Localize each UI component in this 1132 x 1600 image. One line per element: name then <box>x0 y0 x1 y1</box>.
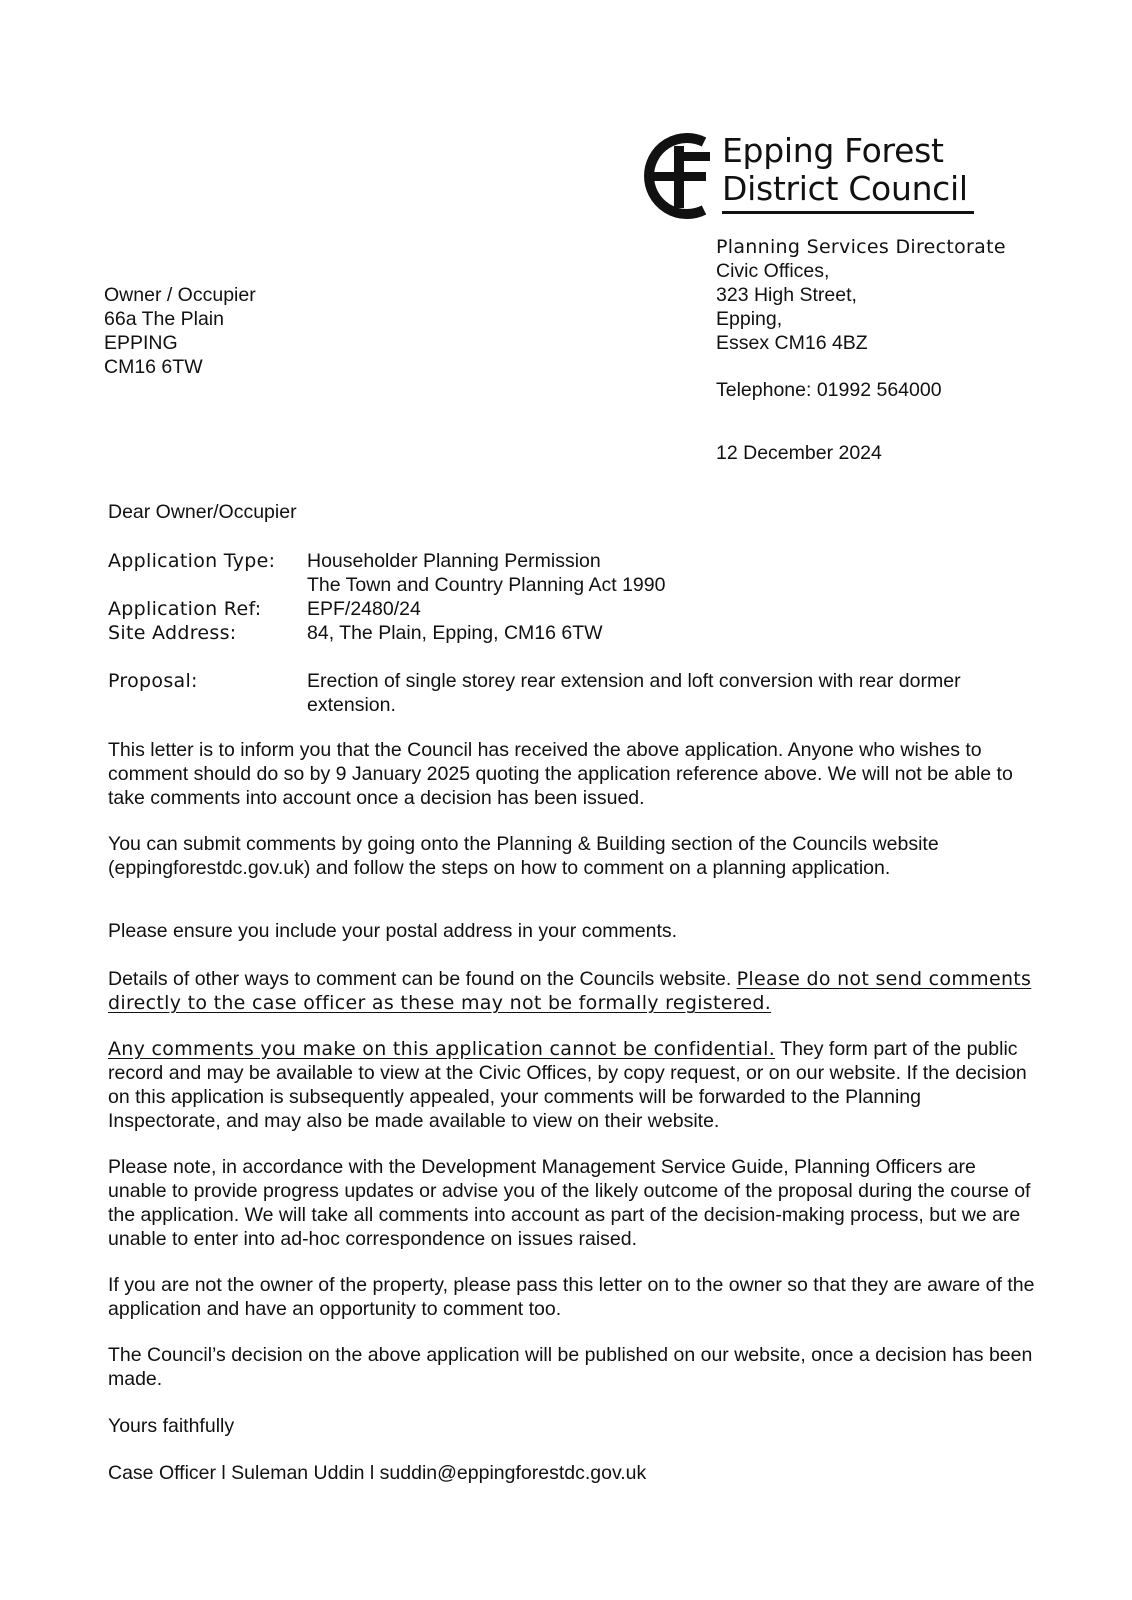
application-type-value <box>307 549 1027 597</box>
logo-wordmark <box>722 132 968 208</box>
not-confidential-warning: Any comments you make on this application cannot be confidential. <box>108 1038 776 1060</box>
sender-address <box>716 235 1006 402</box>
proposal-label: Proposal: <box>108 670 198 692</box>
site-address-row <box>108 621 1027 645</box>
sender-address-line: Essex CM16 4BZ <box>716 332 868 354</box>
paragraph-text: You can submit comments by going onto the Planning & Building section of the Councils website (eppingforestdc.gov.uk) and follow the steps on how to comment on a planning application. <box>108 833 939 879</box>
recipient-line: 66a The Plain <box>104 308 224 330</box>
logo-line-1: Epping Forest <box>722 131 944 170</box>
application-type-value-2: The Town and Country Planning Act 1990 <box>307 574 666 596</box>
paragraph-text: If you are not the owner of the property, please pass this letter on to the owner so that they are aware of the application and have an opportunity to comment too. <box>108 1274 1035 1320</box>
sender-address-line: 323 High Street, <box>716 284 857 306</box>
site-address-value: 84, The Plain, Epping, CM16 6TW <box>307 622 603 644</box>
logo-underline <box>722 211 974 214</box>
directorate: Planning Services Directorate <box>716 236 1006 258</box>
letter-date: 12 December 2024 <box>716 442 882 464</box>
proposal <box>108 669 1027 717</box>
paragraph-text: Please ensure you include your postal address in your comments. <box>108 920 678 942</box>
application-ref-value: EPF/2480/24 <box>307 598 421 620</box>
paragraph-text: They form part of the public record and may be available to view at the Civic Offices, by copy request, or on our website. If the decision on this application is subsequently appealed, your comments will be forwarded to the Planning Inspectorate, and may also be made available to view on their website. <box>108 1038 1027 1132</box>
application-ref-row <box>108 597 1027 621</box>
paragraph-postal-address <box>108 919 1038 943</box>
paragraph-text: The Council’s decision on the above application will be published on our website, once a decision has been made. <box>108 1344 1033 1390</box>
paragraph-text: Details of other ways to comment can be found on the Councils website. <box>108 968 737 990</box>
recipient-line: CM16 6TW <box>104 356 203 378</box>
application-type-value-1: Householder Planning Permission <box>307 550 601 572</box>
paragraph-progress-updates <box>108 1155 1038 1251</box>
application-details <box>108 549 1027 645</box>
application-ref-label: Application Ref: <box>108 598 262 620</box>
epping-forest-logo-icon <box>638 128 718 223</box>
case-officer-signature: Case Officer l Suleman Uddin l suddin@eppingforestdc.gov.uk <box>108 1462 647 1484</box>
paragraph-text: This letter is to inform you that the Council has received the above application. Anyone who wishes to comment should do so by 9 January 2025 quoting the application reference above. We will not be able to take comments into account once a decision has been issued. <box>108 739 1013 809</box>
sender-address-line: Epping, <box>716 308 783 330</box>
recipient-line: Owner / Occupier <box>104 284 256 306</box>
proposal-value: Erection of single storey rear extension and loft conversion with rear dormer extension. <box>307 670 961 716</box>
do-not-send-warning: Please do not send comments directly to the case officer as these may not be formally registered. <box>108 968 1032 1014</box>
paragraph-not-owner <box>108 1273 1038 1321</box>
paragraph-how-to-comment <box>108 832 1038 880</box>
salutation: Dear Owner/Occupier <box>108 501 297 523</box>
site-address-label: Site Address: <box>108 622 237 644</box>
recipient-address <box>104 283 256 379</box>
application-type-label: Application Type: <box>108 550 276 572</box>
council-logo <box>638 128 988 223</box>
paragraph-decision <box>108 1343 1038 1391</box>
telephone: Telephone: 01992 564000 <box>716 379 942 401</box>
paragraph-confidentiality <box>108 1037 1038 1133</box>
recipient-line: EPPING <box>104 332 178 354</box>
paragraph-text: Please note, in accordance with the Development Management Service Guide, Planning Officers are unable to provide progress updates or advise you of the likely outcome of the proposal during the course of the application. We will take all comments into account as part of the decision-making process, but we are unable to enter into ad-hoc correspondence on issues raised. <box>108 1156 1031 1250</box>
logo-line-2: District Council <box>722 169 968 208</box>
paragraph-deadline <box>108 738 1038 810</box>
application-type-row <box>108 549 1027 597</box>
sender-address-line: Civic Offices, <box>716 260 830 282</box>
closing: Yours faithfully <box>108 1415 235 1437</box>
paragraph-other-ways <box>108 967 1038 1015</box>
